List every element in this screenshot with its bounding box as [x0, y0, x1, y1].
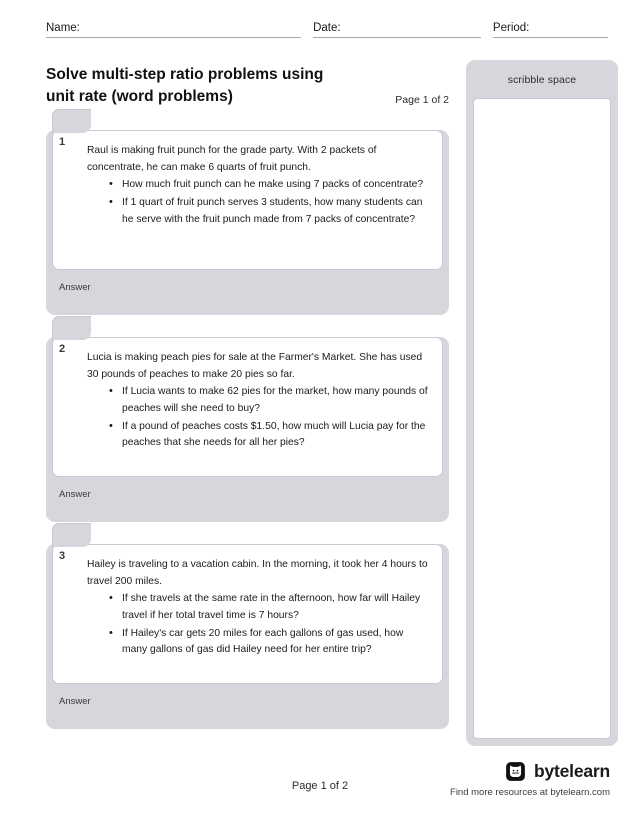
question-bullets: [87, 591, 428, 659]
header-fields: [0, 0, 640, 38]
footer: [0, 752, 640, 812]
question-prompt: Raul is making fruit punch for the grade party. With 2 packets of concentrate, he can make 6 quarts of fruit punch.: [87, 145, 377, 173]
scribble-space-area[interactable]: [473, 98, 611, 739]
question-block: [46, 130, 449, 315]
question-card: [52, 544, 443, 684]
answer-label: Answer: [59, 282, 91, 293]
answer-label: Answer: [59, 696, 91, 707]
question-bullet: • If Hailey's car gets 20 miles for each gallons of gas used, how many gallons of gas did Hailey need for her entire trip?: [109, 626, 428, 659]
bytelearn-cat-logo-icon: [504, 760, 527, 783]
name-label: Name:: [46, 22, 80, 34]
question-bullet: • How much fruit punch can he make using 7 packs of concentrate?: [109, 177, 428, 194]
question-bullet: • If 1 quart of fruit punch serves 3 students, how many students can he serve with the fruit punch made from 7 packs of concentrate?: [109, 195, 428, 228]
question-card: [52, 337, 443, 477]
scribble-space-label: scribble space: [507, 74, 577, 86]
question-number: 2: [59, 343, 66, 355]
page-title: Solve multi-step ratio problems using unit rate (word problems): [46, 66, 324, 105]
answer-area[interactable]: [46, 684, 449, 729]
name-field[interactable]: [46, 22, 301, 38]
page-indicator-top: Page 1 of 2: [395, 94, 449, 106]
date-field[interactable]: [313, 22, 481, 38]
period-label: Period:: [492, 22, 530, 34]
question-block: [46, 337, 449, 522]
question-bullets: [87, 384, 428, 452]
answer-area[interactable]: [46, 270, 449, 315]
scribble-column: [466, 60, 618, 751]
question-bullets: [87, 177, 428, 228]
answer-label: Answer: [59, 489, 91, 500]
title-row: [46, 60, 449, 108]
question-number: 1: [59, 136, 66, 148]
date-label: Date:: [313, 22, 341, 34]
question-number: 3: [59, 550, 66, 562]
brand-block: [450, 760, 610, 798]
brand-tagline: Find more resources at bytelearn.com: [450, 787, 610, 798]
answer-area[interactable]: [46, 477, 449, 522]
question-prompt: Lucia is making peach pies for sale at the Farmer's Market. She has used 30 pounds of peaches to make 20 pies so far.: [87, 352, 423, 380]
worksheet-body: [0, 38, 640, 751]
question-prompt: Hailey is traveling to a vacation cabin. In the morning, it took her 4 hours to travel 200 miles.: [87, 559, 428, 587]
questions-column: [46, 60, 449, 751]
question-bullet: • If Lucia wants to make 62 pies for the market, how many pounds of peaches will she need to buy?: [109, 384, 428, 417]
period-field[interactable]: [493, 22, 608, 38]
scribble-space-panel: [466, 60, 618, 746]
brand-name: bytelearn: [533, 761, 610, 781]
brand-row: [450, 760, 610, 783]
question-block: [46, 544, 449, 729]
footer-page-indicator: Page 1 of 2: [291, 780, 349, 792]
question-bullet: • If she travels at the same rate in the afternoon, how far will Hailey travel if her total travel time is 7 hours?: [109, 591, 428, 624]
question-bullet: • If a pound of peaches costs $1.50, how much will Lucia pay for the peaches that she needs for all her pies?: [109, 419, 428, 452]
question-card: [52, 130, 443, 270]
